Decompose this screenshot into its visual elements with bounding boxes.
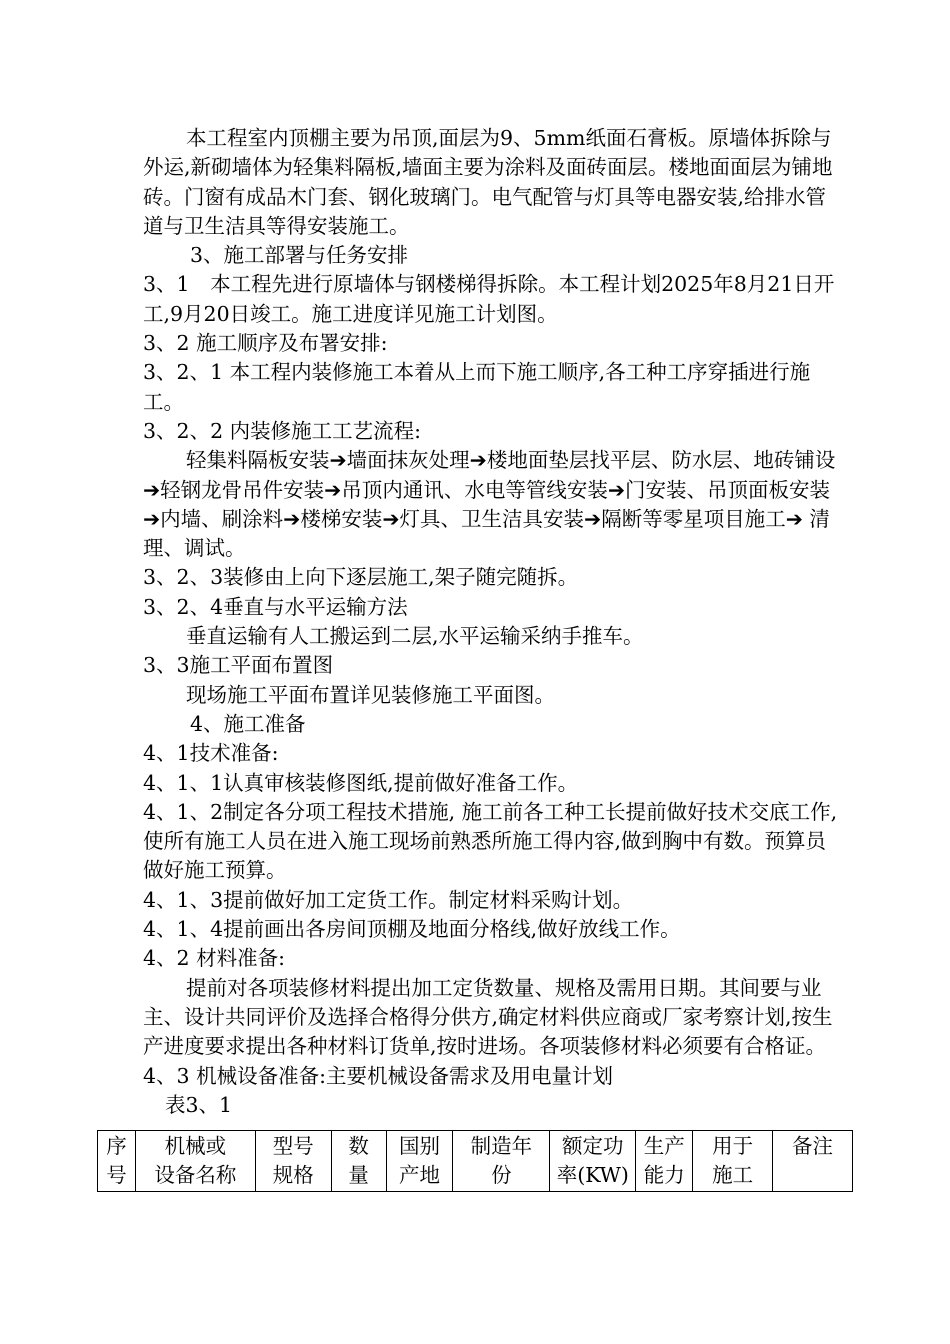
header-capacity: 生产 能力 xyxy=(636,1131,693,1192)
header-quantity: 数 量 xyxy=(331,1131,386,1192)
paragraph-process-flow: 轻集料隔板安装➔墙面抹灰处理➔楼地面垫层找平层、防水层、地砖铺设➔轻钢龙骨吊件安装➔吊顶内通讯、水电等管线安装➔门安装、吊顶面板安装➔内墙、刷涂料➔楼梯安装➔灯具、卫生洁具安装➔隔断等零星项目施工➔ 清理、调试。 xyxy=(143,448,836,561)
paragraph-4-1-2: 4、1、2制定各分项工程技术措施, 施工前各工种工长提前做好技术交底工作, 使所有施工人员在进入施工现场前熟悉所施工得内容,做到胸中有数。预算员做好施工预算。 xyxy=(143,799,844,883)
section-heading-3: 3、施工部署与任务安排 xyxy=(190,243,409,268)
paragraph-site-layout: 现场施工平面布置详见装修施工平面图。 xyxy=(186,682,555,707)
header-manufacture-year: 制造年 份 xyxy=(453,1131,550,1192)
paragraph-transport: 垂直运输有人工搬运到二层,水平运输采纳手推车。 xyxy=(186,624,644,649)
paragraph-4-1: 4、1技术准备: xyxy=(143,741,279,766)
paragraph-4-1-1: 4、1、1认真审核装修图纸,提前做好准备工作。 xyxy=(143,770,579,795)
paragraph-3-2-3: 3、2、3装修由上向下逐层施工,架子随完随拆。 xyxy=(143,565,579,590)
header-model: 型号 规格 xyxy=(255,1131,331,1192)
header-usage: 用于 施工 xyxy=(693,1131,773,1192)
header-remarks: 备注 xyxy=(773,1131,853,1192)
paragraph-4-1-3: 4、1、3提前做好加工定货工作。制定材料采购计划。 xyxy=(143,887,634,912)
paragraph-material-prep: 提前对各项装修材料提出加工定货数量、规格及需用日期。其间要与业主、设计共同评价及选择合格得分供方,确定材料供应商或厂家考察计划,按生产进度要求提出各种材料订货单,按时进场。各项装修材料必须要有合格证。 xyxy=(143,975,833,1059)
section-heading-4: 4、施工准备 xyxy=(190,711,306,736)
document-body xyxy=(143,124,843,1120)
paragraph-3-1: 3、1 本工程先进行原墙体与钢楼梯得拆除。本工程计划2025年8月21日开工,9月20日竣工。施工进度详见施工计划图。 xyxy=(143,272,835,326)
paragraph-4-2: 4、2 材料准备: xyxy=(143,946,286,971)
paragraph-3-2-1: 3、2、1 本工程内装修施工本着从上而下施工顺序,各工种工序穿插进行施工。 xyxy=(143,360,811,414)
header-rated-power: 额定功 率(KW) xyxy=(550,1131,636,1192)
paragraph-4-1-4: 4、1、4提前画出各房间顶棚及地面分格线,做好放线工作。 xyxy=(143,917,681,942)
header-equipment-name: 机械或 设备名称 xyxy=(135,1131,255,1192)
paragraph-3-2-2: 3、2、2 内装修施工工艺流程: xyxy=(143,418,422,443)
equipment-table xyxy=(97,1130,853,1192)
paragraph-4-3: 4、3 机械设备准备:主要机械设备需求及用电量计划 xyxy=(143,1063,614,1088)
paragraph-3-2-4: 3、2、4垂直与水平运输方法 xyxy=(143,594,408,619)
paragraph-project-overview: 本工程室内顶棚主要为吊顶,面层为9、5mm纸面石膏板。原墙体拆除与外运,新砌墙体为轻集料隔板,墙面主要为涂料及面砖面层。楼地面面层为铺地砖。门窗有成品木门套、钢化玻璃门。电气配管与灯具等电器安装,给排水管道与卫生洁具等得安装施工。 xyxy=(143,126,833,238)
header-origin: 国别 产地 xyxy=(386,1131,453,1192)
header-serial: 序 号 xyxy=(98,1131,136,1192)
table-header-row xyxy=(98,1131,853,1192)
paragraph-3-2: 3、2 施工顺序及布署安排: xyxy=(143,331,388,356)
table-caption: 表3、1 xyxy=(165,1092,233,1117)
paragraph-3-3: 3、3施工平面布置图 xyxy=(143,653,334,678)
